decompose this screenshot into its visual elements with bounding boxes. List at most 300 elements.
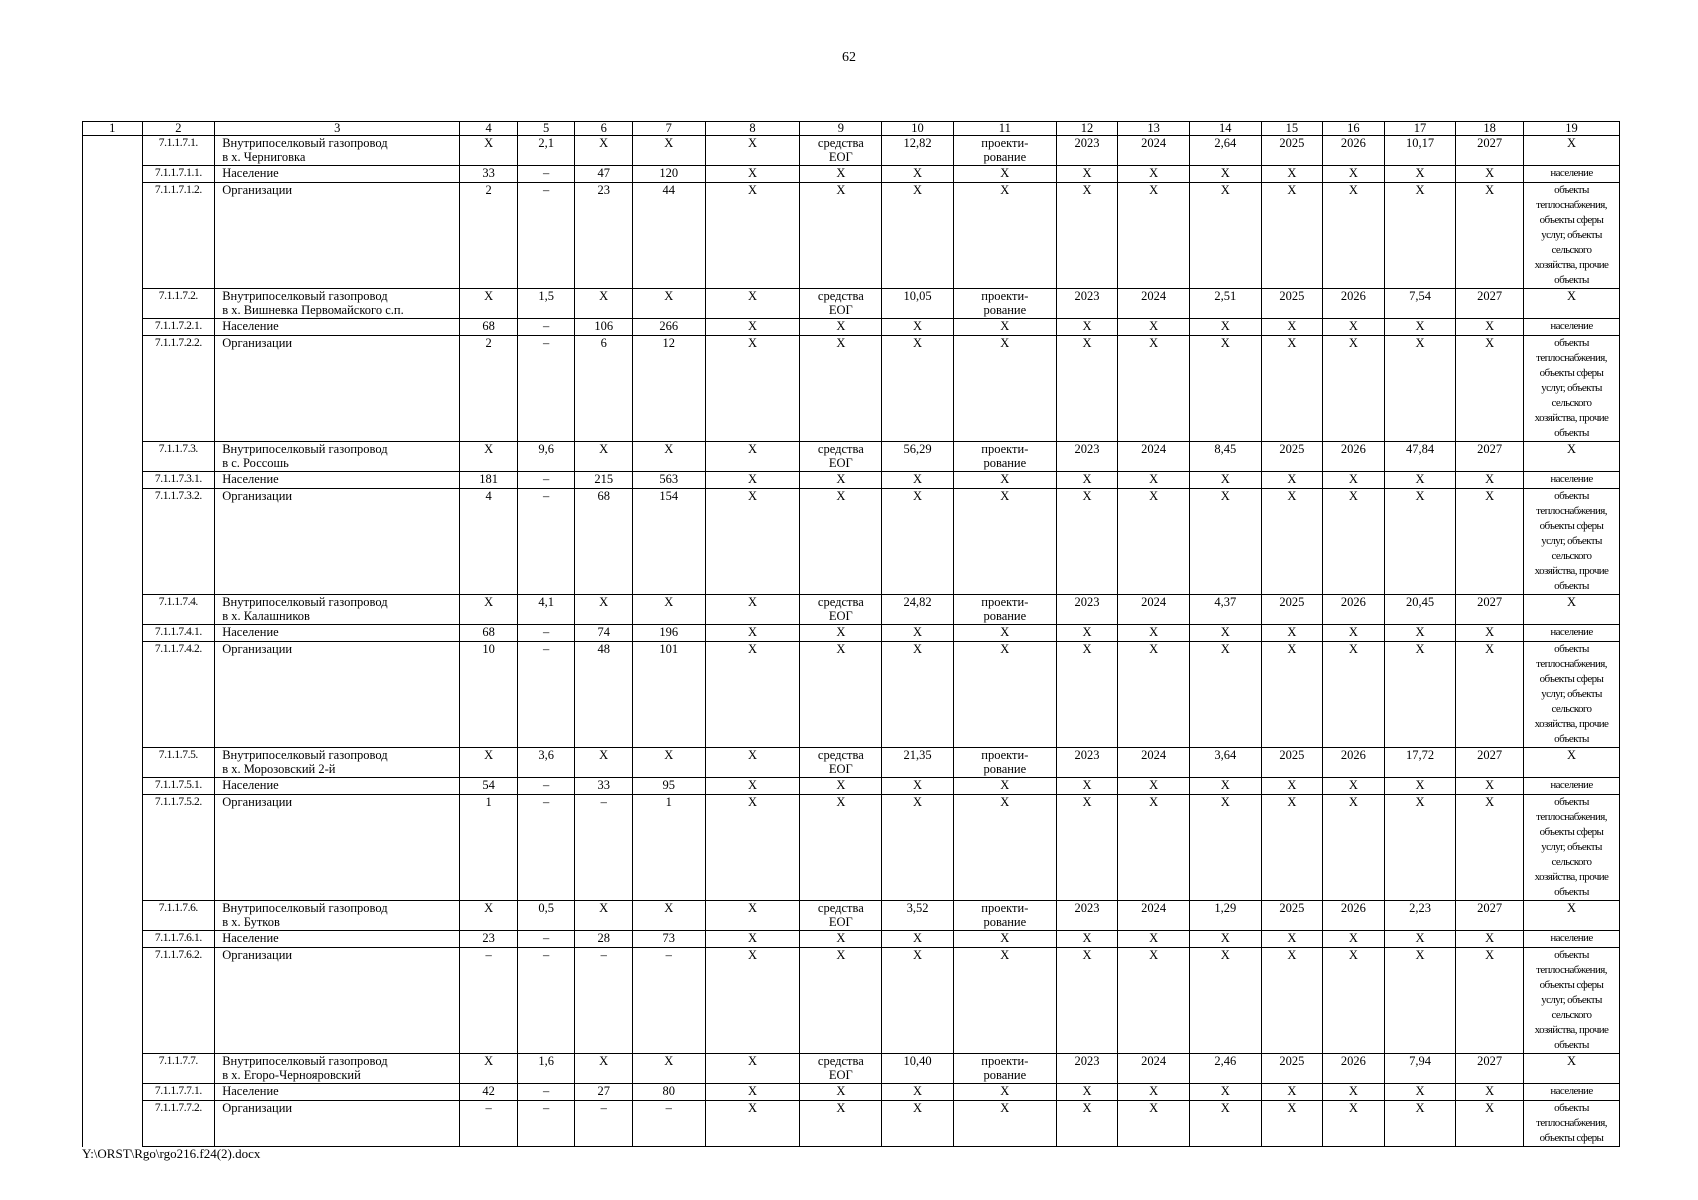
cell-col-7: X (632, 136, 705, 166)
cell-col-14: X (1189, 931, 1261, 948)
cell-col-10: X (882, 778, 954, 795)
table-row (83, 136, 1620, 166)
cell-col-11-line-1: проекти- (981, 1054, 1029, 1068)
cell-col-6: – (575, 1101, 633, 1147)
cell-col-7: 563 (632, 472, 705, 489)
consumer-category: население (1523, 319, 1619, 336)
cell-col-10: X (882, 319, 954, 336)
cell-col-14: 3,64 (1189, 748, 1261, 778)
cell-col-13: X (1118, 948, 1190, 1054)
cell-col-6: 74 (575, 625, 633, 642)
table-row (83, 489, 1620, 595)
column-number-2: 2 (142, 122, 215, 136)
cell-col-4: X (460, 136, 518, 166)
consumer-category-line: сельского (1551, 856, 1592, 868)
cell-col-5: – (517, 625, 575, 642)
consumer-category (1523, 948, 1619, 1054)
cell-col-18: X (1456, 1084, 1524, 1101)
consumer-category-line: теплоснабжения, (1536, 658, 1607, 670)
cell-col-12: 2023 (1056, 748, 1118, 778)
cell-col-9: X (800, 948, 882, 1054)
cell-col-18: 2027 (1456, 442, 1524, 472)
table-row (83, 319, 1620, 336)
cell-col-8: X (705, 1054, 800, 1084)
cell-col-5: – (517, 319, 575, 336)
item-code: 7.1.1.7.5.1. (142, 778, 215, 795)
cell-col-10: X (882, 489, 954, 595)
cell-col-10: X (882, 795, 954, 901)
item-name: Организации (215, 489, 460, 595)
cell-col-17: X (1384, 319, 1456, 336)
column-number-1: 1 (83, 122, 143, 136)
cell-col-9-line-2: ЕОГ (828, 303, 853, 317)
cell-col-12: X (1056, 948, 1118, 1054)
cell-col-16: 2026 (1323, 595, 1385, 625)
cell-col-6: 106 (575, 319, 633, 336)
column-number-5: 5 (517, 122, 575, 136)
cell-col-8: X (705, 1101, 800, 1147)
cell-col-5: – (517, 336, 575, 442)
cell-col-16: X (1323, 642, 1385, 748)
cell-col-7: – (632, 948, 705, 1054)
item-name-line-1: Внутрипоселковый газопровод (222, 442, 388, 456)
item-name-line-1: Внутрипоселковый газопровод (222, 901, 388, 915)
consumer-category (1523, 642, 1619, 748)
item-name: Организации (215, 183, 460, 289)
cell-col-16: X (1323, 931, 1385, 948)
cell-col-6: X (575, 1054, 633, 1084)
cell-col-17: 7,94 (1384, 1054, 1456, 1084)
cell-col-8: X (705, 625, 800, 642)
cell-col-7: 154 (632, 489, 705, 595)
item-code: 7.1.1.7.5.2. (142, 795, 215, 901)
cell-col-4: 33 (460, 166, 518, 183)
cell-col-5: – (517, 931, 575, 948)
consumer-category-line: объекты сферы (1539, 673, 1604, 685)
cell-col-11-line-1: проекти- (981, 289, 1029, 303)
cell-col-11 (953, 1054, 1056, 1084)
item-name: Население (215, 931, 460, 948)
cell-col-4: 54 (460, 778, 518, 795)
item-name-line-1: Внутрипоселковый газопровод (222, 595, 388, 609)
item-name-line-2: в х. Калашников (222, 609, 310, 623)
cell-col-5: 2,1 (517, 136, 575, 166)
column-number-row (83, 122, 1620, 136)
cell-col-15: X (1261, 1101, 1323, 1147)
item-name-line-2: в х. Бутков (222, 915, 280, 929)
cell-col-11-line-1: проекти- (981, 748, 1029, 762)
consumer-category: население (1523, 1084, 1619, 1101)
cell-col-12: X (1056, 1101, 1118, 1147)
cell-col-13: X (1118, 931, 1190, 948)
cell-col-9-line-2: ЕОГ (828, 762, 853, 776)
column-number-12: 12 (1056, 122, 1118, 136)
item-name-line-1: Внутрипоселковый газопровод (222, 748, 388, 762)
cell-col-13: 2024 (1118, 442, 1190, 472)
cell-col-8: X (705, 166, 800, 183)
item-name-line-2: в х. Егоро-Чернояровский (222, 1068, 361, 1082)
consumer-category-line: хозяйства, прочие (1534, 565, 1609, 577)
cell-col-8: X (705, 336, 800, 442)
cell-col-17: X (1384, 472, 1456, 489)
cell-col-7: 80 (632, 1084, 705, 1101)
cell-col-5: 1,5 (517, 289, 575, 319)
item-code: 7.1.1.7.7. (142, 1054, 215, 1084)
cell-col-15: X (1261, 1084, 1323, 1101)
cell-col-10: 21,35 (882, 748, 954, 778)
cell-col-9: X (800, 1084, 882, 1101)
cell-col-12: X (1056, 319, 1118, 336)
item-code: 7.1.1.7.1.1. (142, 166, 215, 183)
cell-col-13: X (1118, 472, 1190, 489)
cell-col-15: 2025 (1261, 901, 1323, 931)
consumer-category-line: теплоснабжения, (1536, 505, 1607, 517)
item-name-line-1: Внутрипоселковый газопровод (222, 1054, 388, 1068)
item-code: 7.1.1.7.4. (142, 595, 215, 625)
consumer-category: население (1523, 625, 1619, 642)
column-number-15: 15 (1261, 122, 1323, 136)
cell-col-15: X (1261, 778, 1323, 795)
cell-col-11-line-2: рование (983, 762, 1027, 776)
cell-col-6: 23 (575, 183, 633, 289)
cell-col-15: X (1261, 489, 1323, 595)
consumer-category: X (1523, 595, 1619, 625)
item-code: 7.1.1.7.7.1. (142, 1084, 215, 1101)
cell-col-13: X (1118, 625, 1190, 642)
cell-col-9: X (800, 795, 882, 901)
cell-col-14: X (1189, 642, 1261, 748)
item-code: 7.1.1.7.6.2. (142, 948, 215, 1054)
cell-col-11-line-2: рование (983, 915, 1027, 929)
cell-col-6: X (575, 136, 633, 166)
item-code: 7.1.1.7.3. (142, 442, 215, 472)
cell-col-6: – (575, 948, 633, 1054)
consumer-category: X (1523, 748, 1619, 778)
consumer-category-line: объекты (1554, 1039, 1589, 1051)
cell-col-6: 47 (575, 166, 633, 183)
item-name: Население (215, 625, 460, 642)
consumer-category-line: объекты сферы (1539, 826, 1604, 838)
cell-col-14: X (1189, 948, 1261, 1054)
cell-col-13: 2024 (1118, 595, 1190, 625)
consumer-category: население (1523, 472, 1619, 489)
item-name: Население (215, 319, 460, 336)
cell-col-4: X (460, 1054, 518, 1084)
cell-col-10: 10,40 (882, 1054, 954, 1084)
cell-col-16: X (1323, 625, 1385, 642)
cell-col-12: X (1056, 625, 1118, 642)
cell-col-18: X (1456, 472, 1524, 489)
column-number-3: 3 (215, 122, 460, 136)
cell-col-9: X (800, 336, 882, 442)
cell-col-18: X (1456, 642, 1524, 748)
cell-col-18: 2027 (1456, 289, 1524, 319)
table-row (83, 183, 1620, 289)
cell-col-15: 2025 (1261, 595, 1323, 625)
cell-col-10: X (882, 1084, 954, 1101)
cell-col-17: 20,45 (1384, 595, 1456, 625)
consumer-category-line: объекты (1554, 643, 1589, 655)
cell-col-11: X (953, 319, 1056, 336)
table-row (83, 1101, 1620, 1147)
item-code: 7.1.1.7.2.1. (142, 319, 215, 336)
cell-col-17: X (1384, 795, 1456, 901)
item-code: 7.1.1.7.1.2. (142, 183, 215, 289)
cell-col-14: X (1189, 1101, 1261, 1147)
cell-col-9 (800, 595, 882, 625)
column-number-13: 13 (1118, 122, 1190, 136)
consumer-category-line: объекты (1554, 337, 1589, 349)
cell-col-10: X (882, 931, 954, 948)
cell-col-4: – (460, 948, 518, 1054)
cell-col-8: X (705, 931, 800, 948)
cell-col-8: X (705, 489, 800, 595)
item-name: Организации (215, 336, 460, 442)
table-body (83, 122, 1620, 1147)
cell-col-5: – (517, 948, 575, 1054)
cell-col-16: X (1323, 1084, 1385, 1101)
cell-col-14: X (1189, 319, 1261, 336)
cell-col-5: – (517, 778, 575, 795)
cell-col-12: 2023 (1056, 136, 1118, 166)
item-name: Население (215, 1084, 460, 1101)
cell-col-5: 1,6 (517, 1054, 575, 1084)
item-name (215, 595, 460, 625)
cell-col-18: X (1456, 778, 1524, 795)
item-code: 7.1.1.7.6. (142, 901, 215, 931)
consumer-category-line: теплоснабжения, (1536, 199, 1607, 211)
cell-col-13: X (1118, 1084, 1190, 1101)
cell-col-11-line-1: проекти- (981, 901, 1029, 915)
cell-col-5: – (517, 472, 575, 489)
cell-col-18: 2027 (1456, 136, 1524, 166)
consumer-category-line: объекты (1554, 580, 1589, 592)
consumer-category: X (1523, 442, 1619, 472)
table-row (83, 901, 1620, 931)
cell-col-16: X (1323, 1101, 1385, 1147)
cell-col-17: X (1384, 1101, 1456, 1147)
cell-col-9-line-1: средства (817, 1054, 864, 1068)
cell-col-6: 6 (575, 336, 633, 442)
cell-col-6: X (575, 289, 633, 319)
cell-col-12: 2023 (1056, 442, 1118, 472)
cell-col-7: X (632, 289, 705, 319)
cell-col-12: X (1056, 1084, 1118, 1101)
cell-col-9 (800, 136, 882, 166)
cell-col-15: X (1261, 948, 1323, 1054)
cell-col-5: – (517, 795, 575, 901)
cell-col-18: X (1456, 336, 1524, 442)
cell-col-14: X (1189, 1084, 1261, 1101)
cell-col-7: 266 (632, 319, 705, 336)
cell-col-15: 2025 (1261, 289, 1323, 319)
cell-col-10: X (882, 948, 954, 1054)
item-name (215, 1054, 460, 1084)
column-number-4: 4 (460, 122, 518, 136)
item-name-line-1: Внутрипоселковый газопровод (222, 289, 388, 303)
cell-col-13: 2024 (1118, 136, 1190, 166)
cell-col-7: X (632, 1054, 705, 1084)
consumer-category-line: теплоснабжения, (1536, 352, 1607, 364)
cell-col-16: 2026 (1323, 901, 1385, 931)
cell-col-14: X (1189, 489, 1261, 595)
cell-col-14: 2,51 (1189, 289, 1261, 319)
consumer-category-line: хозяйства, прочие (1534, 871, 1609, 883)
cell-col-7: 44 (632, 183, 705, 289)
cell-col-16: 2026 (1323, 1054, 1385, 1084)
cell-col-13: X (1118, 166, 1190, 183)
cell-col-14: X (1189, 336, 1261, 442)
cell-col-18: 2027 (1456, 901, 1524, 931)
consumer-category-line: теплоснабжения, (1536, 964, 1607, 976)
cell-col-18: X (1456, 931, 1524, 948)
cell-col-16: X (1323, 778, 1385, 795)
cell-col-11: X (953, 489, 1056, 595)
cell-col-9 (800, 748, 882, 778)
cell-col-5: – (517, 1084, 575, 1101)
cell-col-13: 2024 (1118, 289, 1190, 319)
column-number-9: 9 (800, 122, 882, 136)
gas-pipeline-table (82, 121, 1620, 1147)
cell-col-4: 10 (460, 642, 518, 748)
item-name-line-2: в х. Морозовский 2-й (222, 762, 336, 776)
cell-col-18: X (1456, 489, 1524, 595)
consumer-category: население (1523, 778, 1619, 795)
cell-col-11: X (953, 336, 1056, 442)
cell-col-17: 17,72 (1384, 748, 1456, 778)
cell-col-9-line-1: средства (817, 289, 864, 303)
cell-col-15: X (1261, 319, 1323, 336)
cell-col-17: 10,17 (1384, 136, 1456, 166)
cell-col-17: X (1384, 1084, 1456, 1101)
cell-col-8: X (705, 442, 800, 472)
consumer-category-line: услуг, объекты (1541, 229, 1602, 241)
consumer-category-line: услуг, объекты (1541, 382, 1602, 394)
cell-col-7: 196 (632, 625, 705, 642)
cell-col-12: X (1056, 336, 1118, 442)
cell-col-5: – (517, 1101, 575, 1147)
item-code: 7.1.1.7.3.2. (142, 489, 215, 595)
consumer-category-line: сельского (1551, 550, 1592, 562)
cell-col-16: 2026 (1323, 442, 1385, 472)
cell-col-16: X (1323, 336, 1385, 442)
consumer-category (1523, 1101, 1619, 1147)
consumer-category-line: услуг, объекты (1541, 841, 1602, 853)
cell-col-11 (953, 748, 1056, 778)
column-number-6: 6 (575, 122, 633, 136)
table-row (83, 336, 1620, 442)
consumer-category: X (1523, 136, 1619, 166)
cell-col-6: 68 (575, 489, 633, 595)
cell-col-11: X (953, 642, 1056, 748)
cell-col-6: X (575, 901, 633, 931)
consumer-category-line: объекты сферы (1539, 979, 1604, 991)
cell-col-12: X (1056, 183, 1118, 289)
cell-col-18: X (1456, 319, 1524, 336)
cell-col-9-line-2: ЕОГ (828, 915, 853, 929)
item-name-line-1: Внутрипоселковый газопровод (222, 136, 388, 150)
cell-col-10: 56,29 (882, 442, 954, 472)
cell-col-8: X (705, 289, 800, 319)
item-code: 7.1.1.7.4.2. (142, 642, 215, 748)
cell-col-9-line-1: средства (817, 442, 864, 456)
item-name: Население (215, 778, 460, 795)
cell-col-7: X (632, 442, 705, 472)
consumer-category-line: сельского (1551, 397, 1592, 409)
cell-col-12: X (1056, 642, 1118, 748)
item-name-line-2: в х. Черниговка (222, 150, 306, 164)
item-code: 7.1.1.7.4.1. (142, 625, 215, 642)
cell-col-11: X (953, 778, 1056, 795)
consumer-category-line: объекты (1554, 886, 1589, 898)
cell-col-13: X (1118, 642, 1190, 748)
consumer-category-line: теплоснабжения, (1536, 811, 1607, 823)
cell-col-15: X (1261, 931, 1323, 948)
item-code: 7.1.1.7.5. (142, 748, 215, 778)
cell-col-9: X (800, 931, 882, 948)
consumer-category (1523, 489, 1619, 595)
cell-col-11-line-1: проекти- (981, 442, 1029, 456)
cell-col-14: 4,37 (1189, 595, 1261, 625)
cell-col-10: X (882, 166, 954, 183)
cell-col-12: X (1056, 472, 1118, 489)
table-row (83, 778, 1620, 795)
item-name: Население (215, 472, 460, 489)
consumer-category (1523, 183, 1619, 289)
cell-col-17: X (1384, 336, 1456, 442)
table-row (83, 625, 1620, 642)
table-row (83, 642, 1620, 748)
table-row (83, 931, 1620, 948)
column-1-cell (83, 136, 143, 1147)
item-name (215, 442, 460, 472)
cell-col-13: 2024 (1118, 1054, 1190, 1084)
cell-col-15: X (1261, 183, 1323, 289)
cell-col-16: 2026 (1323, 289, 1385, 319)
cell-col-11-line-2: рование (983, 609, 1027, 623)
cell-col-16: X (1323, 948, 1385, 1054)
cell-col-9-line-1: средства (817, 136, 864, 150)
table-row (83, 442, 1620, 472)
consumer-category (1523, 336, 1619, 442)
cell-col-11: X (953, 795, 1056, 901)
table-row (83, 595, 1620, 625)
cell-col-7: 120 (632, 166, 705, 183)
item-code: 7.1.1.7.2. (142, 289, 215, 319)
item-code: 7.1.1.7.1. (142, 136, 215, 166)
cell-col-11 (953, 136, 1056, 166)
cell-col-9-line-1: средства (817, 595, 864, 609)
cell-col-12: X (1056, 778, 1118, 795)
cell-col-18: X (1456, 795, 1524, 901)
cell-col-9: X (800, 642, 882, 748)
column-number-11: 11 (953, 122, 1056, 136)
cell-col-18: X (1456, 166, 1524, 183)
cell-col-5: 9,6 (517, 442, 575, 472)
cell-col-13: 2024 (1118, 748, 1190, 778)
cell-col-9: X (800, 489, 882, 595)
cell-col-17: 47,84 (1384, 442, 1456, 472)
cell-col-10: X (882, 336, 954, 442)
cell-col-9 (800, 1054, 882, 1084)
cell-col-10: 3,52 (882, 901, 954, 931)
cell-col-11-line-2: рование (983, 150, 1027, 164)
cell-col-16: 2026 (1323, 748, 1385, 778)
cell-col-13: X (1118, 1101, 1190, 1147)
cell-col-14: X (1189, 625, 1261, 642)
cell-col-7: X (632, 748, 705, 778)
cell-col-4: 68 (460, 319, 518, 336)
